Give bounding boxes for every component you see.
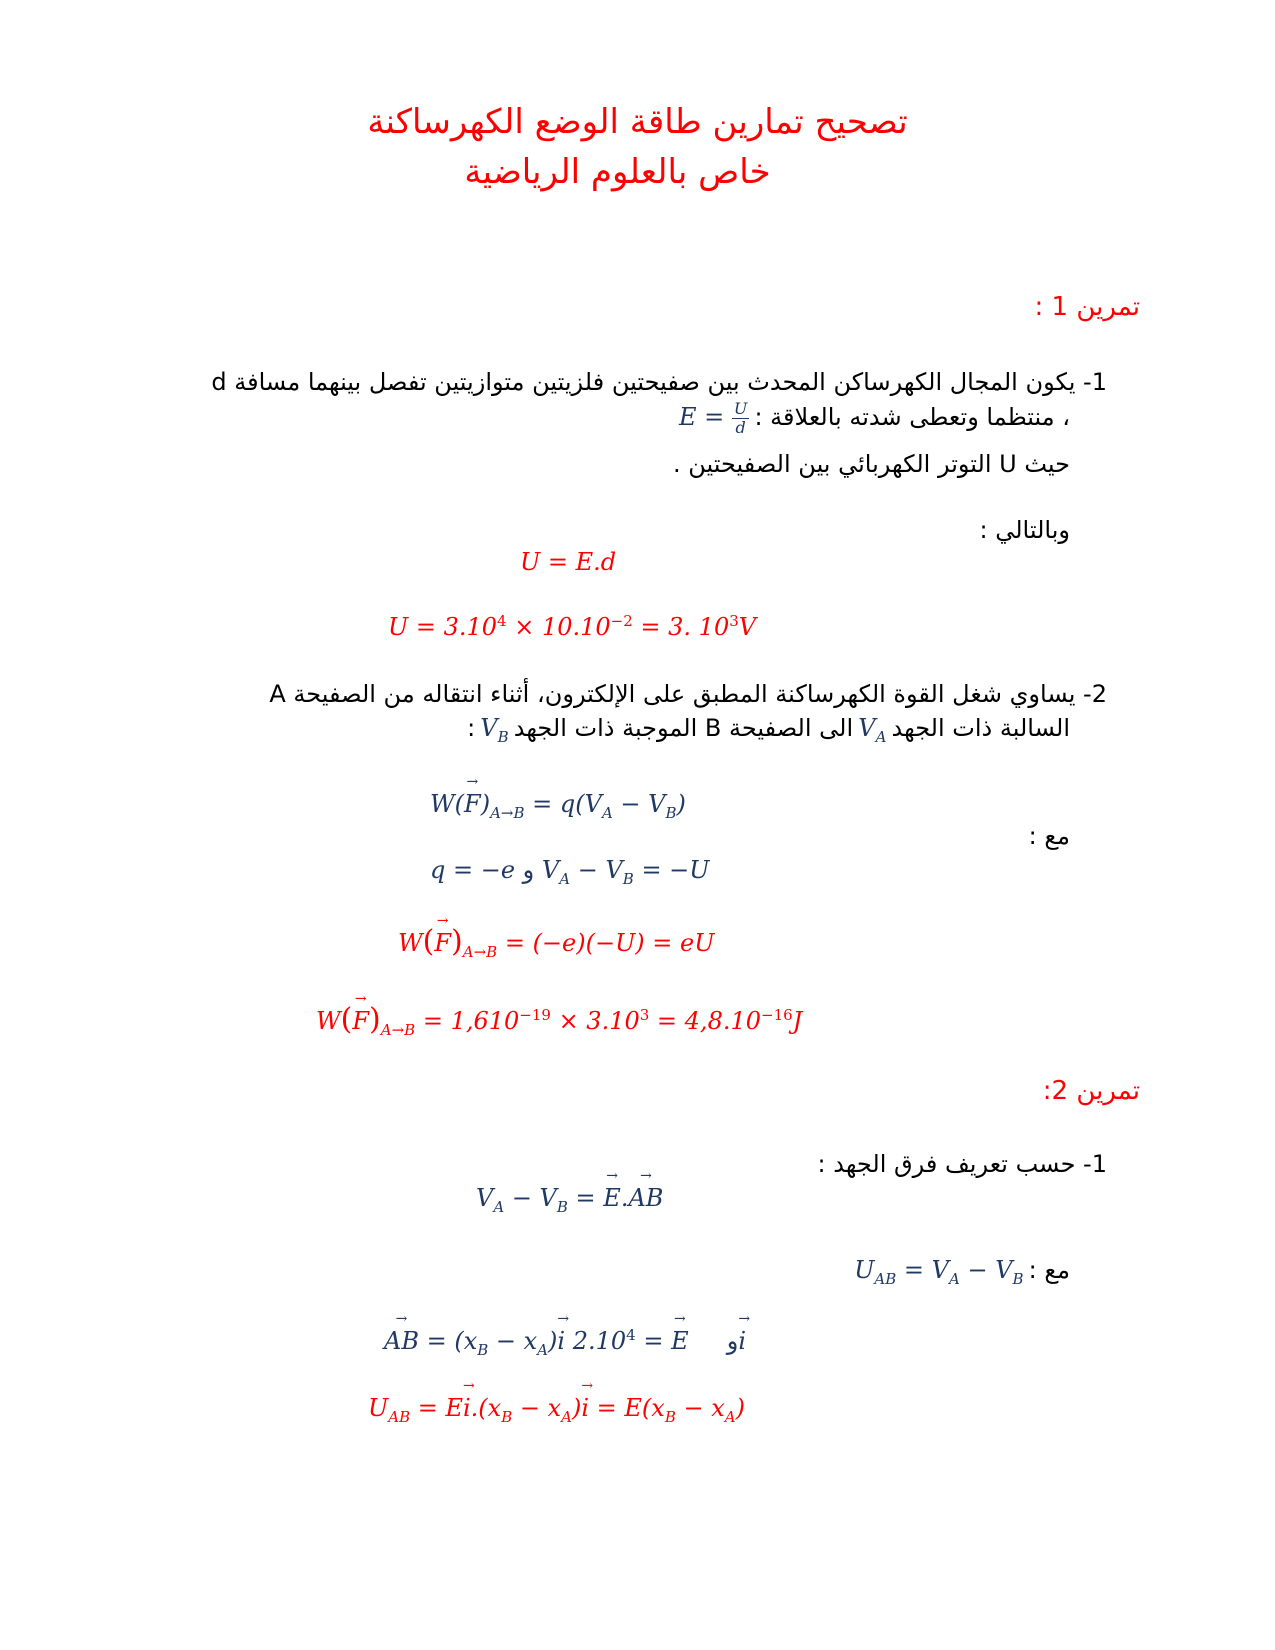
ex2-paragraph-1: 1- حسب تعريف فرق الجهد : (817, 1150, 1107, 1178)
ex1-paragraph-2-line-2b: الى الصفيحة B الموجبة ذات الجهد (513, 714, 854, 742)
potential-vb: $V_B$ (480, 714, 509, 746)
ex1-paragraph-1-line-2-text: ، منتظما وتعطى شدته بالعلاقة : (754, 403, 1070, 431)
and-word-2: و (726, 1327, 739, 1355)
potential-difference-formula: $V_A - V_B$ = → E.→ AB (476, 1184, 663, 1216)
uab-result: $U_{AB} = E\to i.(x_B - x_A)\to i = E(x_B - x_A)$ (368, 1394, 745, 1426)
and-word: و (522, 856, 535, 884)
work-result-numeric: $W(\to F)_{A\to B} = 1,610^{-19} \times 3.10^3 = 4,8.10^{-16}J$ (316, 1002, 802, 1039)
voltage-calculation: $U = 3.10^4 \times 10.10^{-2} = 3$. $10^3V$ (388, 612, 757, 641)
ex1-thus-label: وبالتالي : (979, 516, 1070, 544)
page-title: تصحيح تمارين طاقة الوضع الكهرساكنة (367, 102, 908, 142)
ex2-with-line (854, 1256, 1070, 1288)
exercise-1-heading: تمرين 1 : (1034, 292, 1140, 322)
charge-and-voltage-relation: q = −e و $V_A - V_B = -U$ (430, 856, 710, 888)
ex1-paragraph-1-line-1: 1- يكون المجال الكهرساكن المحدث بين صفيحتين فلزيتين متوازيتين تفصل بينهما مسافة d (211, 368, 1107, 396)
voltage-formula: U = E.d (520, 548, 617, 576)
ex1-paragraph-2-line-2: السالبة ذات الجهد $V_A$ الى الصفيحة B الموجبة ذات الجهد $V_B$ : (467, 714, 1070, 746)
ex1-paragraph-2-line-2a: السالبة ذات الجهد (891, 714, 1070, 742)
ab-vector-and-field: → AB = $(x_B - x_A)\to i$ و → $E = 2.10^4\to i$ (384, 1326, 746, 1359)
ex2-with-label: مع : (1028, 1256, 1070, 1284)
page-subtitle: خاص بالعلوم الرياضية (464, 152, 771, 192)
ex1-with-label: مع : (1028, 822, 1070, 850)
uab-definition: $U_{AB} = V_A - V_B$ (854, 1256, 1024, 1288)
potential-va: $V_A$ (858, 714, 887, 746)
ex1-paragraph-2-line-1: 2- يساوي شغل القوة الكهرساكنة المطبق على الإلكترون، أثناء انتقاله من الصفيحة A (269, 680, 1107, 708)
work-result-symbolic: $W(\to F)_{A\to B} = (-e)(-U)$ = eU (398, 924, 714, 961)
ex1-paragraph-1-line-3: حيث U التوتر الكهربائي بين الصفيحتين . (672, 450, 1070, 478)
ex1-paragraph-1-line-2 (679, 400, 1070, 437)
work-formula: $W(\to F)_{A\to B} = q(V_A - V_B)$ (430, 790, 686, 822)
field-formula: E = $\frac{U}{d}$ (679, 399, 748, 437)
exercise-2-heading: تمرين 2: (1042, 1076, 1140, 1106)
